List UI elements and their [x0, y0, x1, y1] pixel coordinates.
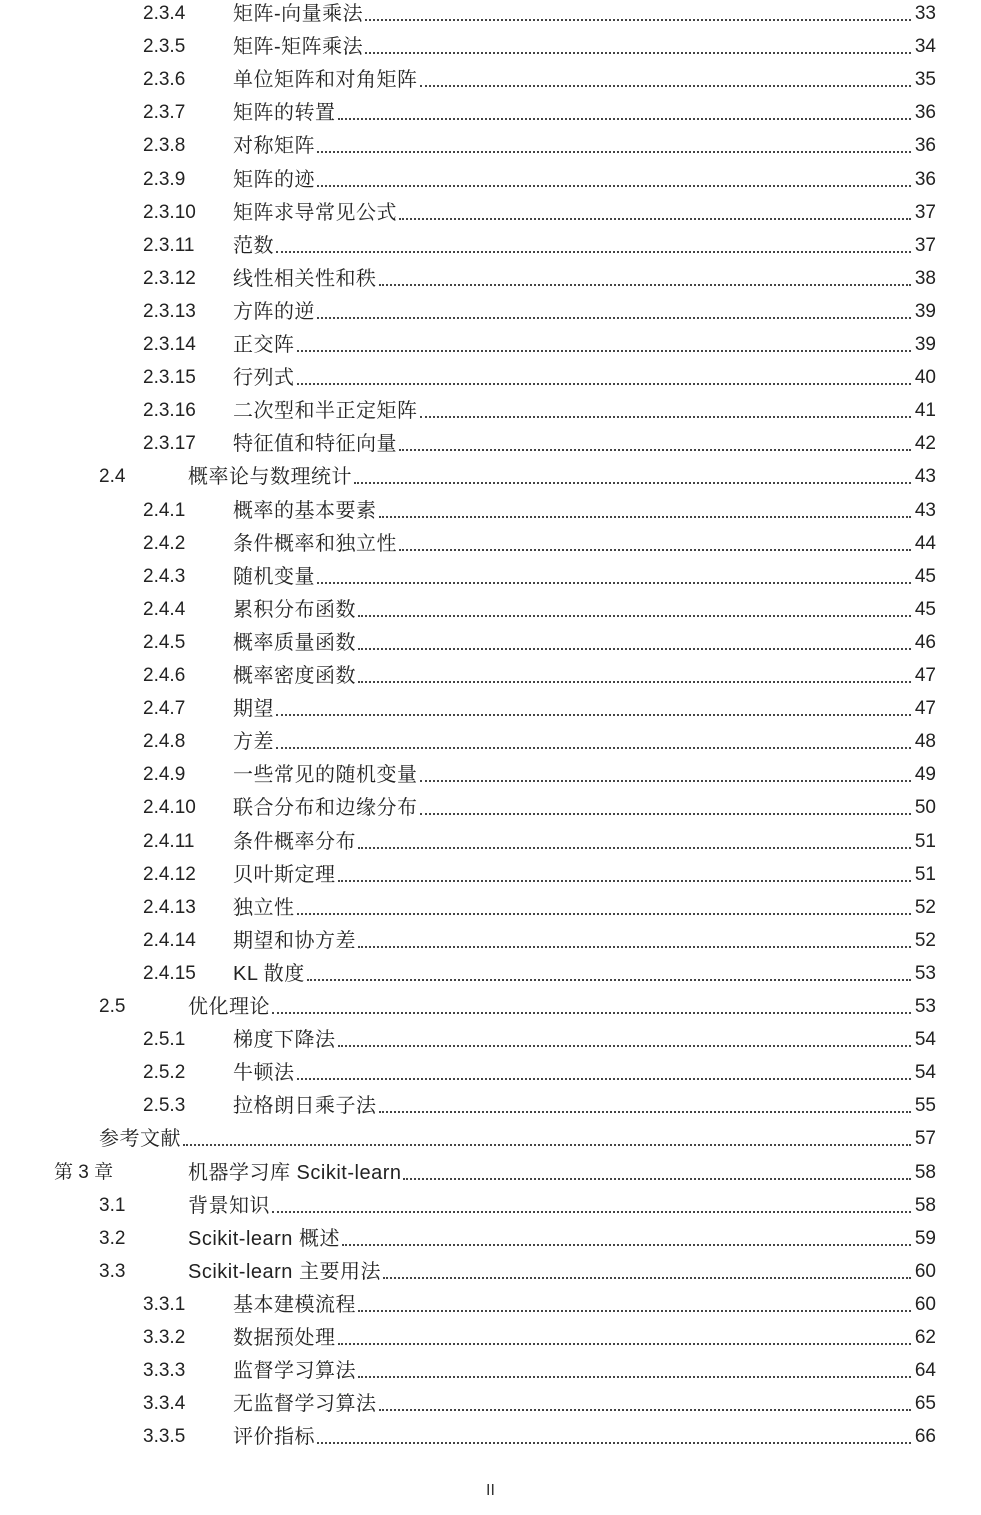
dot-leader: [338, 1045, 911, 1047]
dot-leader: [379, 1111, 911, 1113]
dot-leader: [358, 681, 911, 683]
toc-entry[interactable]: [0, 299, 981, 332]
toc-entry-line: [188, 1160, 936, 1186]
toc-entry[interactable]: [0, 961, 981, 994]
toc-entry-title: 评价指标: [233, 1426, 315, 1449]
toc-entry-page: 40: [914, 367, 936, 389]
toc-entry-number: 2.4.1: [143, 499, 186, 521]
toc-entry-line: [233, 564, 936, 590]
toc-entry[interactable]: [0, 1226, 981, 1259]
toc-entry-page: 42: [914, 433, 936, 455]
toc-entry-line: [233, 1292, 936, 1318]
dot-leader: [272, 1012, 911, 1014]
dot-leader: [420, 416, 911, 418]
toc-entry-page: 37: [914, 234, 936, 256]
toc-entry[interactable]: [0, 1160, 981, 1193]
toc-entry-number: 2.4: [99, 466, 126, 488]
toc-entry-number: 2.3.13: [143, 300, 196, 322]
toc-entry-page: 60: [914, 1260, 936, 1282]
toc-entry-number: 2.4.3: [143, 565, 186, 587]
toc-entry-line: [233, 895, 936, 921]
toc-entry-title: 矩阵-向量乘法: [233, 3, 364, 25]
toc-entry[interactable]: [0, 167, 981, 200]
toc-entry-line: [188, 1226, 936, 1252]
toc-entry-number: 2.3.4: [143, 3, 186, 24]
toc-entry-number: 2.4.14: [143, 929, 196, 951]
toc-entry-line: [233, 696, 936, 722]
toc-entry-line: [188, 1193, 936, 1219]
toc-entry-line: [233, 1, 936, 27]
toc-entry-line: [233, 1093, 936, 1119]
toc-entry-line: [233, 1424, 936, 1450]
toc-entry-page: 54: [914, 1029, 936, 1051]
toc-entry-page: 44: [914, 532, 936, 554]
dot-leader: [317, 317, 911, 319]
toc-entry[interactable]: [0, 464, 981, 497]
toc-entry-page: 34: [914, 36, 936, 58]
toc-entry[interactable]: [0, 1325, 981, 1358]
toc-entry-line: [99, 1126, 936, 1152]
toc-entry-page: 52: [914, 929, 936, 951]
toc-entry-line: [233, 928, 936, 954]
toc-entry[interactable]: [0, 696, 981, 729]
toc-entry-page: 36: [914, 102, 936, 124]
toc-entry-title: 期望: [233, 698, 274, 721]
toc-entry[interactable]: [0, 630, 981, 663]
toc-entry[interactable]: [0, 1, 981, 34]
toc-entry-page: 52: [914, 896, 936, 918]
toc-entry-page: 51: [914, 830, 936, 852]
toc-entry-page: 33: [914, 3, 936, 24]
toc-entry-page: 47: [914, 698, 936, 720]
toc-entry[interactable]: [0, 365, 981, 398]
toc-entry-line: [233, 795, 936, 821]
toc-entry-title: 行列式: [233, 367, 295, 390]
toc-entry-number: 2.3.7: [143, 102, 186, 124]
toc-entry[interactable]: [0, 100, 981, 133]
toc-entry-line: [233, 266, 936, 292]
toc-entry-line: [233, 34, 936, 60]
toc-entry-title: 线性相关性和秩: [233, 267, 377, 290]
toc-entry-page: 62: [914, 1327, 936, 1348]
toc-entry-page: 48: [914, 731, 936, 753]
toc-entry-number: 2.4.7: [143, 698, 186, 720]
toc-entry-title: 期望和协方差: [233, 929, 356, 952]
toc-entry[interactable]: [0, 895, 981, 928]
toc-entry-line: [233, 100, 936, 126]
toc-entry-line: [233, 299, 936, 325]
toc-entry-title: 监督学习算法: [233, 1360, 356, 1383]
toc-entry-title: 条件概率分布: [233, 830, 356, 853]
toc-entry-number: 2.4.5: [143, 631, 186, 653]
toc-entry-line: [233, 332, 936, 358]
toc-entry-title: Scikit-learn 概述: [188, 1227, 340, 1250]
toc-entry-number: 2.3.5: [143, 36, 186, 58]
toc-entry-title: 概率的基本要素: [233, 499, 377, 522]
toc-entry-line: [233, 200, 936, 226]
dot-leader: [420, 85, 911, 87]
toc-entry-title: 基本建模流程: [233, 1293, 356, 1316]
toc-entry-page: 66: [914, 1426, 936, 1448]
toc-entry-number: 2.3.11: [143, 234, 195, 256]
dot-leader: [338, 1343, 911, 1345]
toc-entry-line: [233, 1027, 936, 1053]
toc-entry-title: 背景知识: [188, 1194, 270, 1217]
toc-entry-page: 45: [914, 598, 936, 620]
toc-entry-line: [233, 630, 936, 656]
toc-entry-number: 2.4.11: [143, 830, 195, 852]
toc-entry-line: [233, 398, 936, 424]
dot-leader: [399, 218, 911, 220]
dot-leader: [358, 1376, 911, 1378]
toc-entry[interactable]: [0, 67, 981, 100]
toc-entry-page: 43: [914, 466, 936, 488]
toc-entry-page: 47: [914, 665, 936, 686]
toc-entry-line: [233, 365, 936, 391]
toc-entry-number: 3.3.1: [143, 1293, 186, 1315]
dot-leader: [383, 1277, 911, 1279]
toc-entry-page: 55: [914, 1095, 936, 1117]
toc-entry-number: 第 3 章: [54, 1161, 114, 1183]
page-number: II: [486, 1482, 495, 1499]
toc-entry[interactable]: [0, 266, 981, 299]
toc-entry-title: 条件概率和独立性: [233, 532, 397, 555]
toc-entry-number: 3.3.4: [143, 1393, 186, 1415]
toc-entry-title: 单位矩阵和对角矩阵: [233, 69, 418, 92]
toc-entry[interactable]: [0, 1292, 981, 1325]
toc-entry-title: 正交阵: [233, 334, 295, 356]
toc-entry-line: [233, 233, 936, 259]
toc-entry-page: 58: [914, 1194, 936, 1216]
toc-entry-title: 概率论与数理统计: [188, 466, 352, 489]
toc-entry-page: 53: [914, 996, 936, 1017]
toc-entry-number: 2.3.12: [143, 267, 196, 289]
toc-entry-title: 一些常见的随机变量: [233, 764, 418, 787]
toc-entry[interactable]: [0, 597, 981, 630]
toc-entry-title: 联合分布和边缘分布: [233, 797, 418, 820]
dot-leader: [297, 383, 911, 385]
toc-entry-number: 2.4.10: [143, 797, 196, 819]
toc-entry-title: 概率质量函数: [233, 631, 356, 654]
toc-entry-number: 2.5: [99, 996, 126, 1017]
toc-entry-page: 54: [914, 1062, 936, 1084]
toc-entry-number: 2.5.3: [143, 1095, 186, 1117]
toc-entry-line: [233, 1391, 936, 1417]
toc-entry-line: [233, 498, 936, 524]
toc-entry-line: [233, 663, 936, 689]
toc-entry-number: 3.3.3: [143, 1360, 186, 1382]
toc-entry-number: 2.3.6: [143, 69, 186, 91]
dot-leader: [379, 516, 911, 518]
dot-leader: [338, 118, 911, 120]
toc-entry[interactable]: [0, 1391, 981, 1424]
dot-leader: [272, 1211, 911, 1213]
toc-entry-title: 随机变量: [233, 565, 315, 588]
toc-entry-number: 2.4.6: [143, 665, 186, 686]
toc-entry-number: 2.5.2: [143, 1062, 186, 1084]
toc-entry-number: 2.4.13: [143, 896, 196, 918]
dot-leader: [365, 19, 911, 21]
dot-leader: [403, 1178, 910, 1180]
toc-entry-line: [233, 729, 936, 755]
toc-entry-page: 51: [914, 863, 936, 885]
dot-leader: [379, 1409, 911, 1411]
toc-entry-line: [233, 67, 936, 93]
dot-leader: [297, 913, 911, 915]
dot-leader: [358, 946, 911, 948]
toc-entry-line: [188, 464, 936, 490]
toc-entry-page: 59: [914, 1227, 936, 1249]
toc-entry-number: 2.4.4: [143, 598, 186, 620]
toc-entry-number: 2.3.9: [143, 168, 186, 190]
dot-leader: [420, 813, 911, 815]
toc-entry-line: [233, 762, 936, 788]
toc-entry[interactable]: [0, 34, 981, 67]
toc-entry-page: 58: [914, 1161, 936, 1183]
toc-entry-page: 36: [914, 168, 936, 190]
toc-entry[interactable]: [0, 928, 981, 961]
toc-entry[interactable]: [0, 1093, 981, 1126]
dot-leader: [276, 747, 911, 749]
toc-entry-title: Scikit-learn 主要用法: [188, 1260, 381, 1283]
toc-entry-page: 45: [914, 565, 936, 587]
toc-entry-title: 二次型和半正定矩阵: [233, 400, 418, 423]
toc-entry-number: 3.2: [99, 1227, 126, 1249]
toc-entry-number: 2.4.15: [143, 962, 196, 984]
toc-entry-line: [233, 133, 936, 159]
toc-entry-number: 2.4.2: [143, 532, 186, 554]
dot-leader: [338, 880, 911, 882]
toc-entry-title: 特征值和特征向量: [233, 433, 397, 456]
toc-entry[interactable]: [0, 829, 981, 862]
toc-entry-number: 2.3.10: [143, 201, 196, 223]
toc-entry-title: 无监督学习算法: [233, 1393, 377, 1416]
toc-entry[interactable]: [0, 200, 981, 233]
dot-leader: [276, 251, 911, 253]
toc-entry-title: 数据预处理: [233, 1327, 336, 1349]
dot-leader: [342, 1244, 911, 1246]
toc-entry-number: 3.3: [99, 1260, 126, 1282]
toc-entry-title: 矩阵的转置: [233, 102, 336, 125]
dot-leader: [365, 52, 911, 54]
dot-leader: [358, 1310, 911, 1312]
toc-entry-number: 2.3.16: [143, 400, 196, 422]
toc-entry[interactable]: [0, 1259, 981, 1292]
toc-entry-page: 39: [914, 334, 936, 355]
toc-entry-page: 46: [914, 631, 936, 653]
dot-leader: [354, 482, 911, 484]
toc-entry-title: 贝叶斯定理: [233, 863, 336, 886]
dot-leader: [317, 151, 911, 153]
toc-entry-number: 3.3.5: [143, 1426, 186, 1448]
toc-entry-title: 牛顿法: [233, 1062, 295, 1085]
dot-leader: [297, 350, 911, 352]
toc-entry-title: 矩阵-矩阵乘法: [233, 36, 364, 59]
toc-entry-title: 累积分布函数: [233, 598, 356, 621]
dot-leader: [358, 648, 911, 650]
dot-leader: [307, 979, 911, 981]
toc-entry[interactable]: [0, 862, 981, 895]
toc-entry-title: 优化理论: [188, 996, 270, 1018]
toc-entry-page: 65: [914, 1393, 936, 1415]
toc-entry-page: 37: [914, 201, 936, 223]
toc-entry-page: 39: [914, 300, 936, 322]
toc-entry-title: 拉格朗日乘子法: [233, 1095, 377, 1118]
toc-entry-title: 方阵的逆: [233, 300, 315, 323]
toc-entry-title: 梯度下降法: [233, 1029, 336, 1052]
toc-entry[interactable]: [0, 531, 981, 564]
toc-entry-title: 范数: [233, 234, 274, 257]
toc-entry-line: [233, 1060, 936, 1086]
toc-entry-page: 35: [914, 69, 936, 91]
toc-entry-page: 49: [914, 764, 936, 786]
toc-entry-number: 3.3.2: [143, 1327, 186, 1348]
toc-entry-page: 50: [914, 797, 936, 819]
toc-entry[interactable]: [0, 994, 981, 1027]
toc-entry-title: 机器学习库 Scikit-learn: [188, 1161, 402, 1184]
toc-entry-title: 矩阵的迹: [233, 168, 315, 191]
toc-entry[interactable]: [0, 431, 981, 464]
toc-entry-line: [233, 431, 936, 457]
toc-entry-title: 对称矩阵: [233, 135, 315, 158]
toc-entry[interactable]: [0, 1193, 981, 1226]
toc-entry-line: [233, 961, 936, 987]
toc-entry-title: 方差: [233, 731, 274, 754]
toc-entry[interactable]: [0, 498, 981, 531]
toc-entry[interactable]: [0, 1126, 981, 1159]
toc-entry-page: 60: [914, 1293, 936, 1315]
toc-entry[interactable]: [0, 1424, 981, 1457]
dot-leader: [276, 714, 911, 716]
toc-entry-page: 36: [914, 135, 936, 157]
dot-leader: [358, 615, 911, 617]
dot-leader: [399, 449, 911, 451]
dot-leader: [317, 1442, 911, 1444]
toc-entry[interactable]: [0, 795, 981, 828]
toc-entry-number: 2.3.15: [143, 367, 196, 389]
toc-entry-line: [233, 829, 936, 855]
toc-entry-page: 64: [914, 1360, 936, 1382]
toc-entry-page: 53: [914, 962, 936, 984]
toc-entry-page: 43: [914, 499, 936, 521]
toc-entry-title: 参考文献: [99, 1128, 181, 1151]
toc-entry[interactable]: [0, 233, 981, 266]
toc-entry-title: KL 散度: [233, 962, 305, 985]
toc-entry-line: [233, 531, 936, 557]
dot-leader: [317, 185, 911, 187]
toc-entry[interactable]: [0, 762, 981, 795]
toc-entry-title: 独立性: [233, 896, 295, 919]
toc-entry-number: 2.3.17: [143, 433, 196, 455]
toc-entry-line: [188, 1259, 936, 1285]
toc-entry[interactable]: [0, 1027, 981, 1060]
toc-entry-line: [233, 1358, 936, 1384]
toc-entry[interactable]: [0, 332, 981, 365]
dot-leader: [183, 1144, 911, 1146]
toc-entry[interactable]: [0, 663, 981, 696]
toc-entry[interactable]: [0, 1358, 981, 1391]
toc-entry-title: 矩阵求导常见公式: [233, 201, 397, 224]
toc-entry-line: [233, 167, 936, 193]
toc-entry[interactable]: [0, 133, 981, 166]
dot-leader: [317, 582, 911, 584]
toc-entry-line: [233, 1325, 936, 1351]
toc-entry[interactable]: [0, 398, 981, 431]
toc-entry-number: 2.3.8: [143, 135, 186, 157]
toc-entry-number: 2.5.1: [143, 1029, 186, 1051]
toc-entry-line: [188, 994, 936, 1020]
toc-entry-line: [233, 597, 936, 623]
toc-entry-page: 41: [914, 400, 936, 422]
toc-entry-page: 38: [914, 267, 936, 289]
toc-entry-number: 2.3.14: [143, 334, 196, 355]
dot-leader: [420, 780, 911, 782]
toc-entry-number: 2.4.12: [143, 863, 196, 885]
dot-leader: [297, 1078, 911, 1080]
toc-entry[interactable]: [0, 564, 981, 597]
toc-entry-number: 3.1: [99, 1194, 126, 1216]
toc-entry-number: 2.4.9: [143, 764, 186, 786]
dot-leader: [379, 284, 911, 286]
dot-leader: [358, 847, 911, 849]
toc-entry-page: 57: [914, 1128, 936, 1150]
toc-entry-line: [233, 862, 936, 888]
dot-leader: [399, 549, 911, 551]
toc-entry-number: 2.4.8: [143, 731, 186, 753]
toc-entry-title: 概率密度函数: [233, 665, 356, 687]
toc-entry[interactable]: [0, 729, 981, 762]
toc-entry[interactable]: [0, 1060, 981, 1093]
